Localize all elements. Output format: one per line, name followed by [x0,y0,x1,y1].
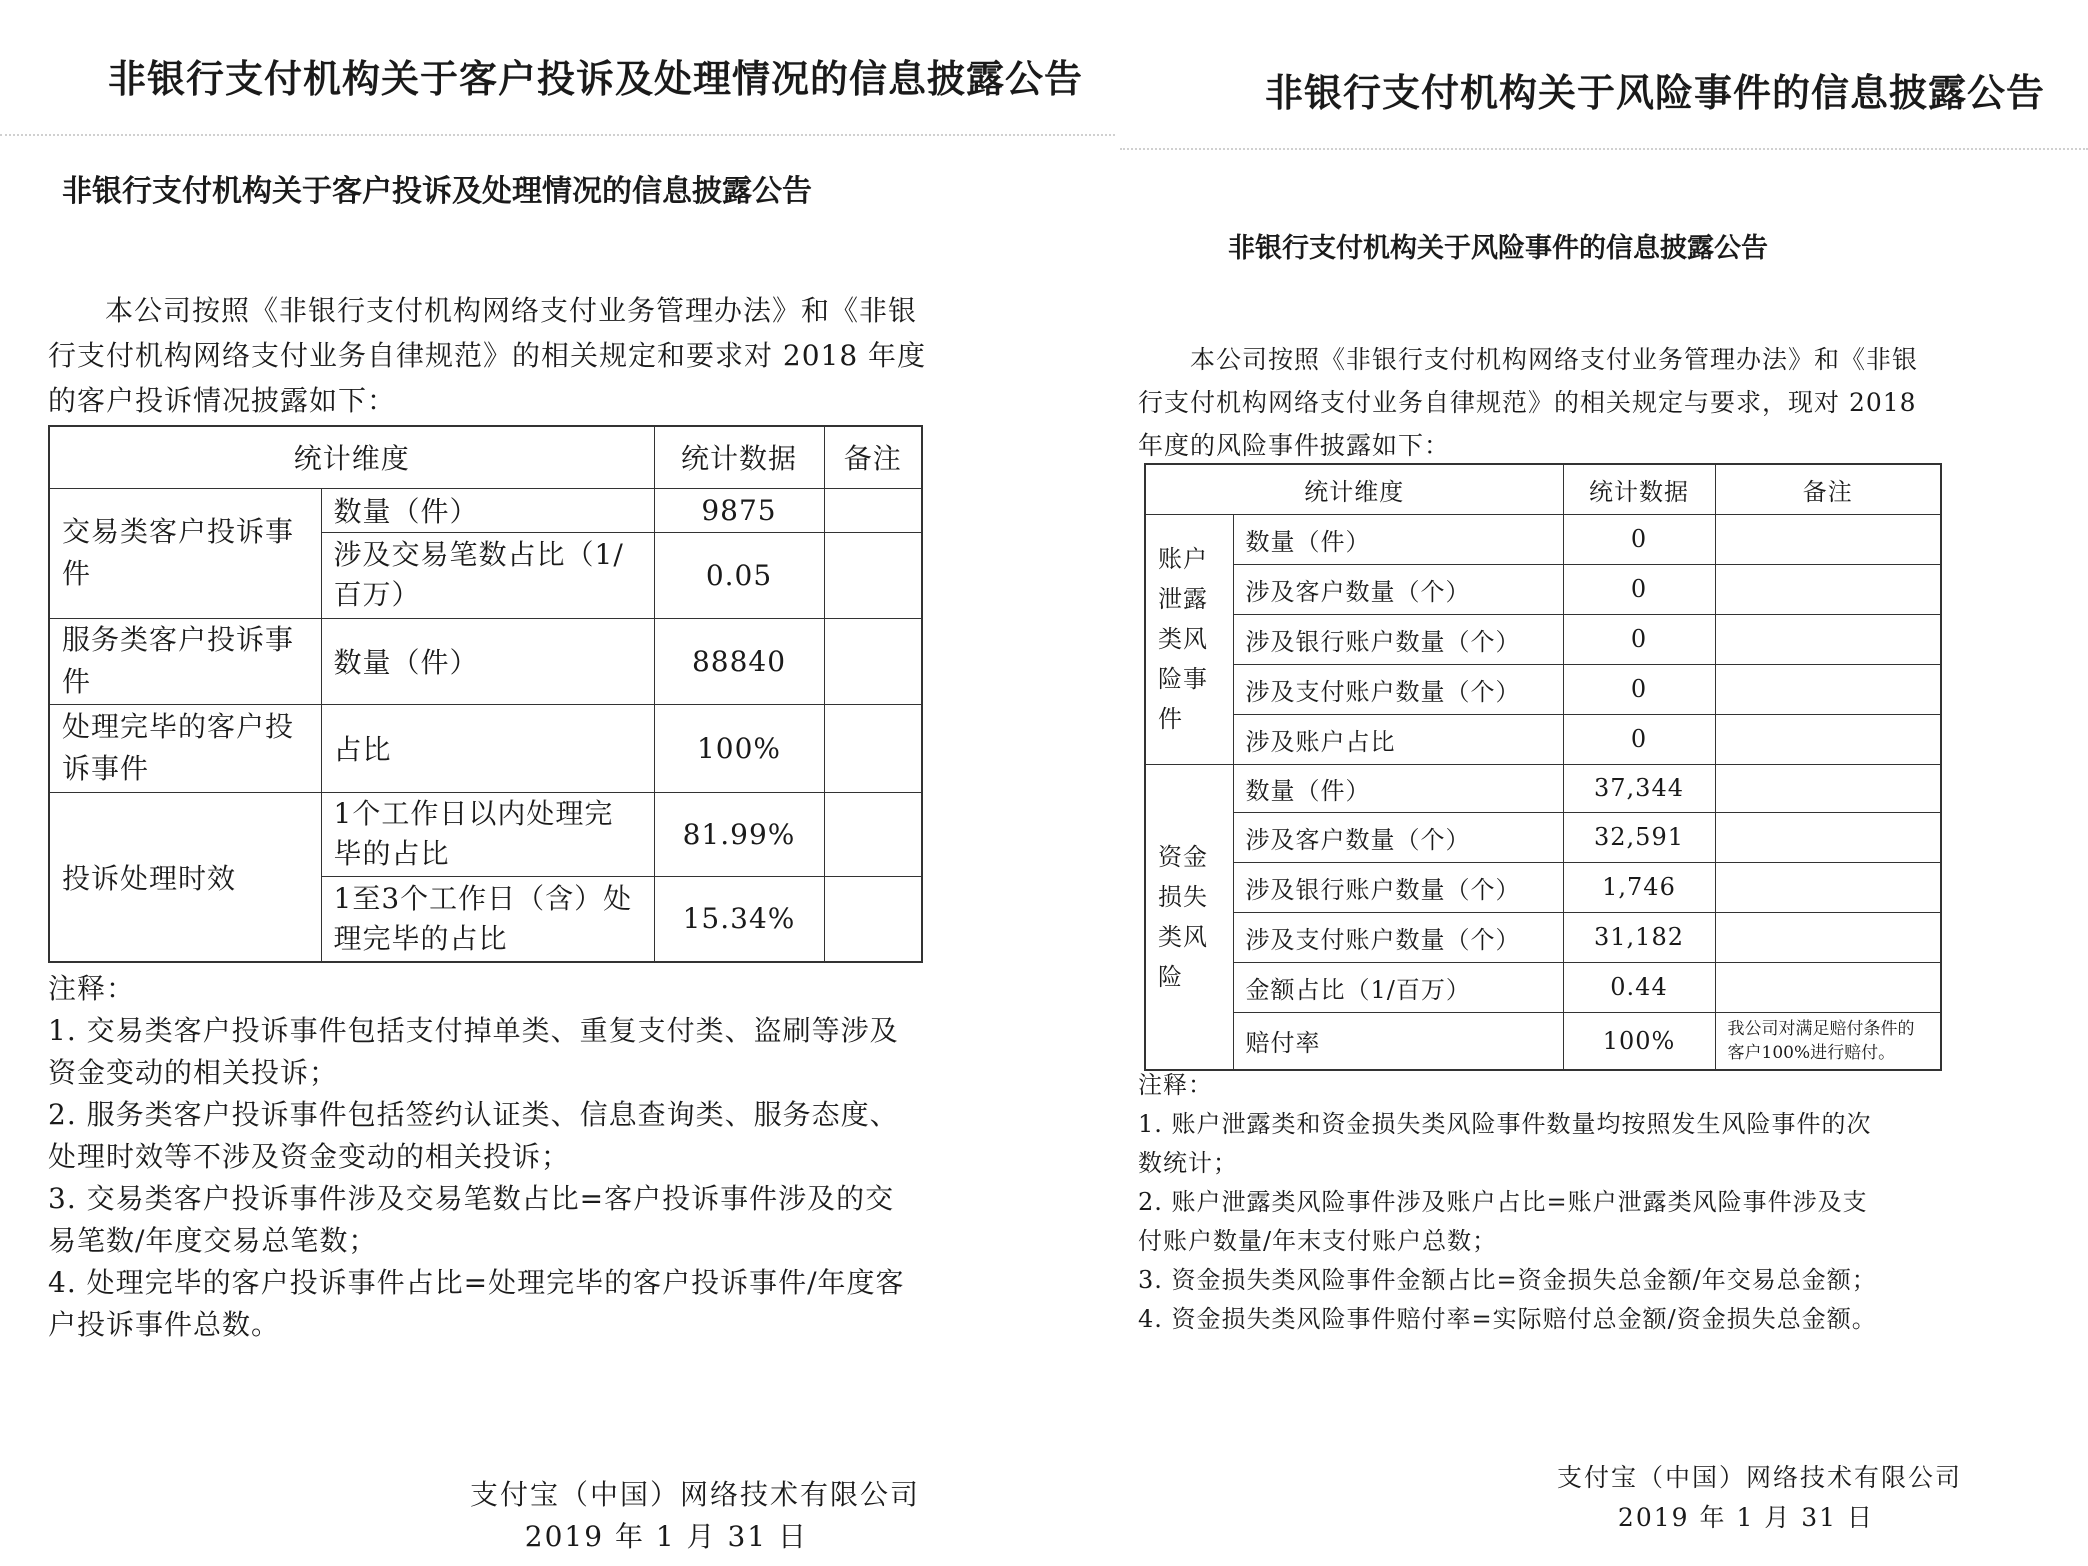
remark-cell [1715,514,1941,564]
complaint-stats-table [48,425,923,963]
note-line: 2. 服务类客户投诉事件包括签约认证类、信息查询类、服务态度、 [48,1098,899,1131]
remark-cell: 我公司对满足赔付条件的客户100%进行赔付。 [1715,1012,1941,1070]
category-line: 类风 [1158,625,1208,653]
table-row [1145,812,1941,862]
category-line: 损失 [1158,882,1208,911]
value-cell: 100% [654,704,824,792]
category-cell: 处理完毕的客户投诉事件 [49,704,321,792]
remark-cell [1715,714,1941,764]
label-cell: 涉及银行账户数量（个） [1233,862,1563,912]
table-row [49,618,922,704]
category-line: 险 [1158,962,1183,991]
signature-block [470,1474,920,1558]
remark-cell [824,792,922,876]
header-remark: 备注 [824,426,922,488]
intro-paragraph [48,288,926,423]
table-row [1145,614,1941,664]
remark-cell [1715,812,1941,862]
category-line: 险事 [1158,665,1208,693]
value-cell: 32,591 [1563,812,1715,862]
value-cell: 1,746 [1563,862,1715,912]
note-line: 4. 处理完毕的客户投诉事件占比=处理完毕的客户投诉事件/年度客 [48,1266,905,1299]
category-cell: 服务类客户投诉事件 [49,618,321,704]
category-line: 账户 [1158,545,1208,573]
risk-disclosure-panel [1120,0,2088,1566]
table-row [1145,514,1941,564]
table-row [1145,564,1941,614]
label-cell: 数量（件） [1233,764,1563,812]
label-cell: 涉及支付账户数量（个） [1233,912,1563,962]
label-cell: 1至3个工作日（含）处理完毕的占比 [321,876,654,962]
remark-cell [824,532,922,618]
value-cell: 15.34% [654,876,824,962]
label-cell: 金额占比（1/百万） [1233,962,1563,1012]
value-cell: 0 [1563,614,1715,664]
value-cell: 0.05 [654,532,824,618]
label-cell: 涉及支付账户数量（个） [1233,664,1563,714]
value-cell: 100% [1563,1012,1715,1070]
notes-section [1138,1066,1877,1339]
label-cell: 涉及账户占比 [1233,714,1563,764]
label-cell: 赔付率 [1233,1012,1563,1070]
value-cell: 81.99% [654,792,824,876]
table-row [1145,862,1941,912]
notes-heading: 注释： [48,972,136,1005]
note-line: 4. 资金损失类风险事件赔付率=实际赔付总金额/资金损失总金额。 [1138,1305,1877,1333]
company-name: 支付宝（中国）网络技术有限公司 [1556,1463,1962,1492]
category-line: 类风 [1158,922,1208,951]
note-line: 户投诉事件总数。 [48,1308,281,1341]
label-cell: 涉及客户数量（个） [1233,564,1563,614]
table-row [49,488,922,532]
remark-cell [1715,614,1941,664]
remark-cell [824,488,922,532]
dotted-divider [0,134,1115,136]
label-cell: 涉及银行账户数量（个） [1233,614,1563,664]
notes-heading: 注释： [1138,1071,1213,1099]
remark-cell [824,704,922,792]
category-cell: 交易类客户投诉事件 [49,488,321,618]
header-dimension: 统计维度 [1145,464,1563,514]
value-cell: 0 [1563,564,1715,614]
note-line: 处理时效等不涉及资金变动的相关投诉； [48,1140,571,1173]
value-cell: 0 [1563,514,1715,564]
risk-stats-table [1144,463,1942,1071]
table-row [49,792,922,876]
signature-date: 2019 年 1 月 31 日 [1617,1503,1874,1532]
label-cell: 涉及客户数量（个） [1233,812,1563,862]
label-cell: 数量（件） [1233,514,1563,564]
intro-paragraph [1138,338,1918,467]
table-row [49,704,922,792]
table-header-row [1145,464,1941,514]
category-line: 资金 [1158,842,1208,871]
table-row [1145,1012,1941,1070]
value-cell: 31,182 [1563,912,1715,962]
note-line: 1. 账户泄露类和资金损失类风险事件数量均按照发生风险事件的次 [1138,1110,1872,1138]
value-cell: 0 [1563,714,1715,764]
category-cell [1145,764,1233,1070]
label-cell: 涉及交易笔数占比（1/百万） [321,532,654,618]
banner-title: 非银行支付机构关于风险事件的信息披露公告 [1265,70,2046,115]
category-line: 泄露 [1158,585,1208,613]
header-data: 统计数据 [654,426,824,488]
intro-line: 年度的风险事件披露如下： [1138,431,1451,460]
table-row [1145,962,1941,1012]
value-cell: 88840 [654,618,824,704]
table-row [1145,664,1941,714]
category-cell [1145,514,1233,764]
label-cell: 占比 [321,704,654,792]
value-cell: 0.44 [1563,962,1715,1012]
header-dimension: 统计维度 [49,426,654,488]
remark-cell [824,876,922,962]
intro-line: 本公司按照《非银行支付机构网络支付业务管理办法》和《非银 [1190,345,1919,374]
label-cell: 数量（件） [321,488,654,532]
company-name: 支付宝（中国）网络技术有限公司 [469,1478,920,1511]
document-title: 非银行支付机构关于客户投诉及处理情况的信息披露公告 [62,174,812,209]
document-title: 非银行支付机构关于风险事件的信息披露公告 [1228,233,1768,264]
header-remark: 备注 [1715,464,1941,514]
remark-cell [1715,912,1941,962]
category-line: 件 [1158,705,1183,733]
value-cell: 37,344 [1563,764,1715,812]
remark-cell [824,618,922,704]
remark-cell [1715,764,1941,812]
note-line: 资金变动的相关投诉； [48,1056,339,1089]
remark-cell [1715,564,1941,614]
category-cell: 投诉处理时效 [49,792,321,962]
remark-cell [1715,962,1941,1012]
notes-section [48,968,905,1346]
remark-cell [1715,862,1941,912]
label-cell: 数量（件） [321,618,654,704]
intro-line: 行支付机构网络支付业务自律规范》的相关规定和要求对 2018 年度 [48,339,927,372]
note-line: 1. 交易类客户投诉事件包括支付掉单类、重复支付类、盗刷等涉及 [48,1014,899,1047]
intro-line: 本公司按照《非银行支付机构网络支付业务管理办法》和《非银 [105,294,918,327]
intro-line: 的客户投诉情况披露如下： [48,384,397,417]
intro-line: 行支付机构网络支付业务自律规范》的相关规定与要求，现对 2018 [1138,388,1917,417]
label-cell: 1个工作日以内处理完毕的占比 [321,792,654,876]
note-line: 付账户数量/年末支付账户总数； [1138,1227,1498,1255]
table-row [1145,764,1941,812]
signature-block [1557,1458,1962,1538]
signature-date: 2019 年 1 月 31 日 [524,1520,808,1553]
banner-title: 非银行支付机构关于客户投诉及处理情况的信息披露公告 [108,56,1084,101]
table-row [1145,714,1941,764]
note-line: 3. 资金损失类风险事件金额占比=资金损失总金额/年交易总金额； [1138,1266,1877,1294]
note-line: 数统计； [1138,1149,1238,1177]
dotted-divider [1120,148,2088,150]
header-data: 统计数据 [1563,464,1715,514]
table-row [1145,912,1941,962]
table-header-row [49,426,922,488]
note-line: 易笔数/年度交易总笔数； [48,1224,378,1257]
note-line: 3. 交易类客户投诉事件涉及交易笔数占比=客户投诉事件涉及的交 [48,1182,895,1215]
value-cell: 0 [1563,664,1715,714]
note-line: 2. 账户泄露类风险事件涉及账户占比=账户泄露类风险事件涉及支 [1138,1188,1868,1216]
value-cell: 9875 [654,488,824,532]
remark-cell [1715,664,1941,714]
